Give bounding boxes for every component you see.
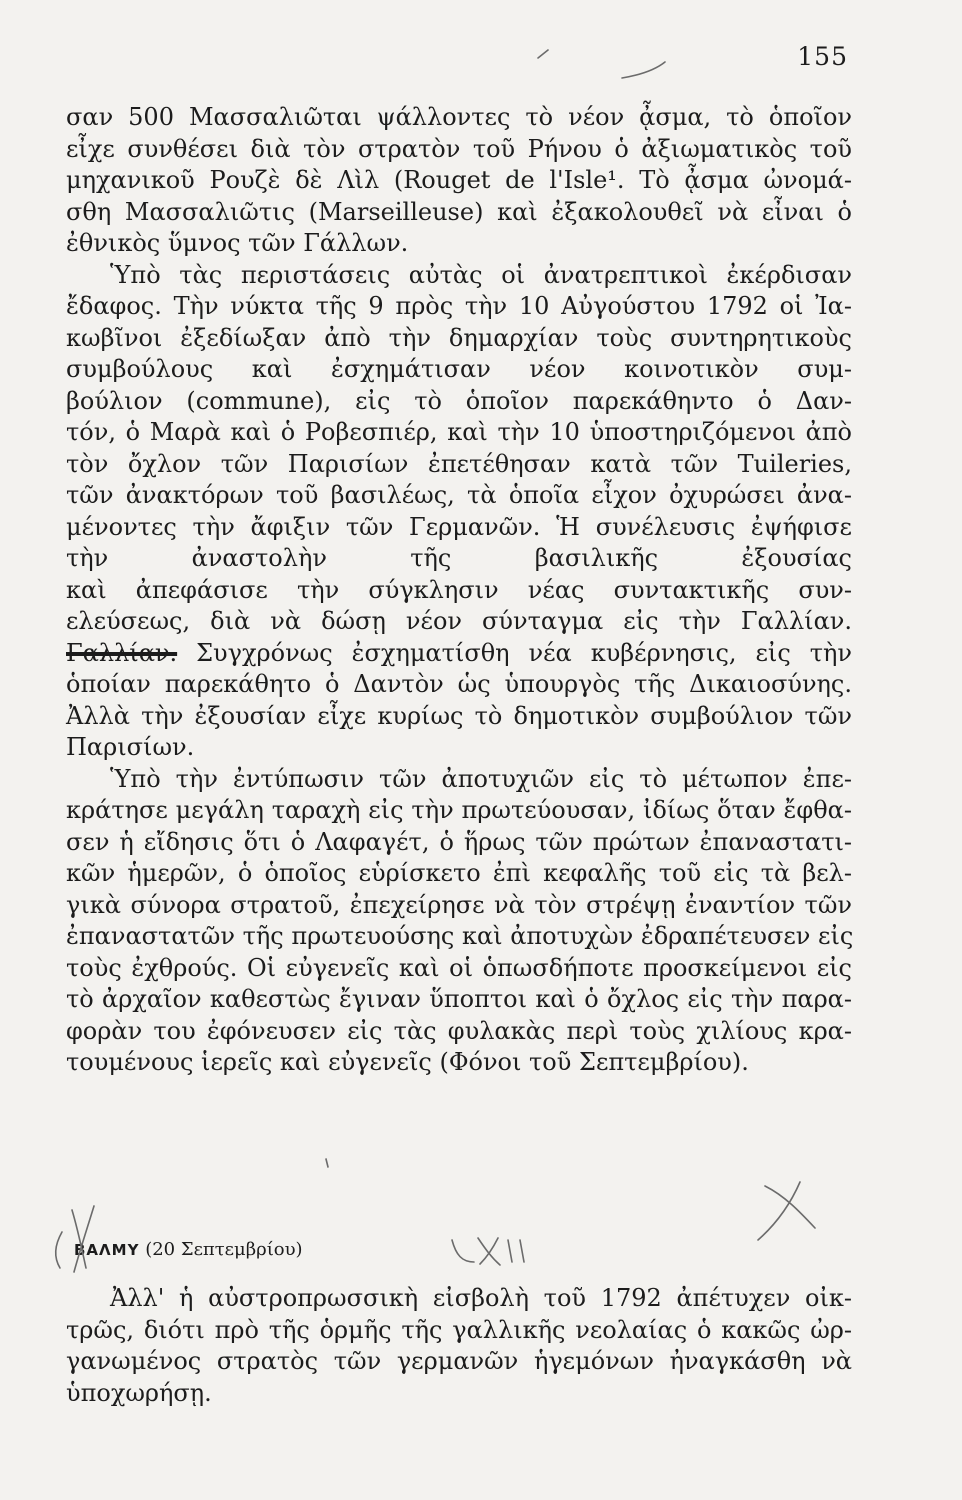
text-line: ὑποχωρήσῃ.	[66, 1378, 212, 1407]
footnote-key: ΒΑΛΜΥ	[74, 1241, 140, 1259]
text-line: τὸν ὄχλον τῶν Παρισίων ἐπετέθησαν κατὰ τῶν Tuileries,	[66, 449, 852, 478]
text-line: ἐπαναστατῶν τῆς πρωτευούσης καὶ ἀποτυχὼν ἐδραπέτευσεν εἰς	[66, 922, 854, 950]
pencil-mark-top	[538, 50, 548, 58]
text-line: τὸ ἀρχαῖον καθεστὼς ἔγιναν ὕποπτοι καὶ ὁ ὄχλος εἰς τὴν παρα-	[66, 985, 852, 1013]
text-line: Ὑπὸ τὰς περιστάσεις αὐτὰς οἱ ἀνατρεπτικοὶ ἐκέρδισαν	[110, 260, 852, 289]
text-line: ὁποίαν παρεκάθητο ὁ Δαντὸν ὡς ὑπουργὸς τῆς Δικαιοσύνης.	[66, 670, 852, 698]
page-number: 155	[797, 42, 848, 71]
line-rest: Συγχρόνως ἐσχηματίσθη νέα κυβέρνησις, εἰς τὴν	[177, 638, 852, 667]
text-line: τὴν ἀναστολὴν τῆς βασιλικῆς ἐξουσίας	[66, 544, 852, 572]
text-line: βούλιον (commune), εἰς τὸ ὁποῖον παρεκάθηντο ὁ Δαν-	[66, 386, 852, 415]
text-line: Παρισίων.	[66, 733, 195, 761]
footnote-text: (20 Σεπτεμβρίου)	[145, 1239, 303, 1260]
text-line	[66, 638, 852, 670]
text-line: τρῶς, διότι πρὸ τῆς ὁρμῆς τῆς γαλλικῆς νεολαίας ὁ κακῶς ὠρ-	[66, 1315, 852, 1344]
text-line: συμβούλους καὶ ἐσχημάτισαν νέον κοινοτικὸν συμ-	[66, 355, 852, 383]
text-line: κῶν ἡμερῶν, ὁ ὁποῖος εὑρίσκετο ἐπὶ κεφαλῆς τοῦ εἰς τὰ βελ-	[66, 859, 852, 887]
pencil-stroke-lower	[326, 1159, 328, 1167]
text-line: μένοντες τὴν ἄφιξιν τῶν Γερμανῶν. Ἡ συνέλευσις ἐψήφισε	[66, 512, 852, 541]
footnote	[74, 1238, 674, 1262]
text-line: ελεύσεως, διὰ νὰ δώσῃ νέον σύνταγμα εἰς τὴν Γαλλίαν.	[66, 607, 852, 635]
text-line: γανωμένος στρατὸς τῶν γερμανῶν ἡγεμόνων ἠναγκάσθη νὰ	[66, 1347, 852, 1375]
text-line: καὶ ἀπεφάσισε τὴν σύγκλησιν νέας συντακτικῆς συν-	[66, 575, 852, 604]
text-line: γικὰ σύνορα στρατοῦ, ἐπεχείρησε νὰ τὸν στρέψῃ ἐναντίον τῶν	[66, 890, 852, 919]
text-line: Ἀλλὰ τὴν ἐξουσίαν εἶχε κυρίως τὸ δημοτικὸν συμβούλιον τῶν	[66, 701, 852, 730]
text-line: κωβῖνοι ἐξεδίωξαν ἀπὸ τὴν δημαρχίαν τοὺς συντηρητικοὺς	[66, 323, 852, 352]
text-line: τόν, ὁ Μαρὰ καὶ ὁ Ροβεσπιέρ, καὶ τὴν 10 ὑποστηριζόμενοι ἀπὸ	[66, 418, 852, 446]
text-line: σθη Μασσαλιῶτις (Marseilleuse) καὶ ἐξακολουθεῖ νὰ εἶναι ὁ	[66, 197, 852, 226]
text-line: τοὺς ἐχθρούς. Οἱ εὐγενεῖς καὶ οἱ ὁπωσδήποτε προσκείμενοι εἰς	[66, 953, 852, 982]
text-line: Ἀλλ' ἡ αὐστροπρωσσικὴ εἰσβολὴ τοῦ 1792 ἀπέτυχεν οἰκ-	[110, 1284, 852, 1312]
text-line: ἐθνικὸς ὕμνος τῶν Γάλλων.	[66, 229, 409, 257]
text-line: Ὑπὸ τὴν ἐντύπωσιν τῶν ἀποτυχιῶν εἰς τὸ μέτωπον ἐπε-	[110, 764, 852, 793]
struck-word: Γαλλίαν.	[66, 638, 178, 667]
second-text-block	[66, 1283, 852, 1409]
text-line: εἶχε συνθέσει διὰ τὸν στρατὸν τοῦ Ρήνου ὁ ἀξιωματικὸς τοῦ	[66, 134, 852, 163]
text-line: κράτησε μεγάλη ταραχὴ εἰς τὴν πρωτεύουσαν, ἰδίως ὅταν ἔφθα-	[66, 796, 852, 824]
text-line: ἔδαφος. Τὴν νύκτα τῆς 9 πρὸς τὴν 10 Αὐγούστου 1792 οἱ Ἰα-	[66, 292, 852, 320]
main-text-block	[66, 102, 852, 1079]
pencil-mark-top-curve	[622, 62, 665, 78]
pencil-cross-right	[758, 1182, 815, 1240]
text-line: σεν ἡ εἴδησις ὅτι ὁ Λαφαγέτ, ὁ ἥρως τῶν πρώτων ἐπαναστατι-	[66, 827, 852, 856]
text-line: τῶν ἀνακτόρων τοῦ βασιλέως, τὰ ὁποῖα εἶχον ὀχυρώσει ἀνα-	[66, 481, 852, 509]
pencil-bracket-left	[56, 1232, 62, 1268]
text-line: σαν 500 Μασσαλιῶται ψάλλοντες τὸ νέον ᾆσμα, τὸ ὁποῖον	[66, 103, 852, 131]
text-line: τουμένους ἱερεῖς καὶ εὐγενεῖς (Φόνοι τοῦ Σεπτεμβρίου).	[66, 1048, 749, 1076]
text-line: φορὰν του ἐφόνευσεν εἰς τὰς φυλακὰς περὶ τοὺς χιλίους κρα-	[66, 1016, 852, 1045]
text-line: μηχανικοῦ Ρουζὲ δὲ Λὶλ (Rouget de l'Isle¹. Τὸ ᾆσμα ὠνομά-	[66, 166, 852, 194]
